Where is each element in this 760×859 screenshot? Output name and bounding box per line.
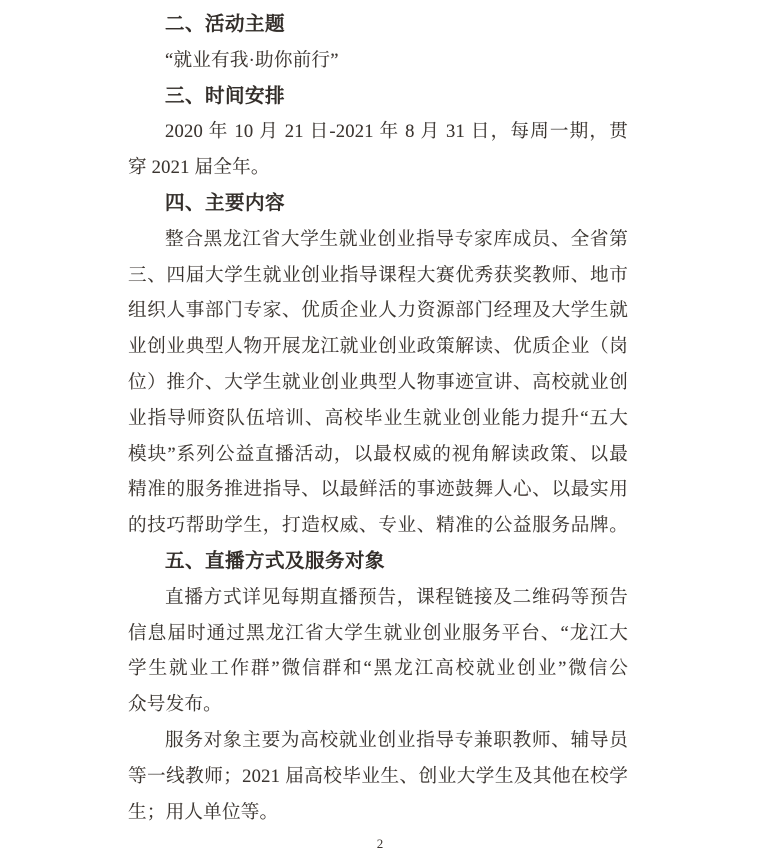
section-heading-schedule: 三、时间安排 bbox=[165, 84, 286, 107]
page-number: 2 bbox=[376, 836, 384, 851]
text-line: 组织人事部门专家、优质企业人力资源部门经理及大学生就 bbox=[128, 300, 628, 322]
text-line: 业指导师资队伍培训、高校毕业生就业创业能力提升“五大 bbox=[128, 407, 628, 429]
section-heading-main-content: 四、主要内容 bbox=[165, 191, 286, 214]
text-line: 的技巧帮助学生，打造权威、专业、精准的公益服务品牌。 bbox=[128, 515, 628, 537]
text-line: 模块”系列公益直播活动，以最权威的视角解读政策、以最 bbox=[128, 443, 628, 465]
text-line: 精准的服务推进指导、以最鲜活的事迹鼓舞人心、以最实用 bbox=[128, 479, 628, 501]
text-line: 2020 年 10 月 21 日-2021 年 8 月 31 日，每周一期，贯 bbox=[165, 121, 628, 143]
document-content bbox=[128, 7, 628, 830]
text-line: 整合黑龙江省大学生就业创业指导专家库成员、全省第 bbox=[165, 228, 628, 250]
text-line: “就业有我·助你前行” bbox=[165, 49, 339, 71]
text-line: 服务对象主要为高校就业创业指导专兼职教师、辅导员 bbox=[165, 729, 628, 751]
text-line: 等一线教师；2021 届高校毕业生、创业大学生及其他在校学 bbox=[128, 765, 628, 787]
section-heading-activity-theme: 二、活动主题 bbox=[165, 13, 286, 35]
text-line: 生；用人单位等。 bbox=[128, 801, 279, 823]
text-line: 学生就业工作群”微信群和“黑龙江高校就业创业”微信公 bbox=[128, 658, 628, 680]
text-line: 众号发布。 bbox=[128, 694, 222, 716]
text-line: 业创业典型人物开展龙江就业创业政策解读、优质企业（岗 bbox=[128, 336, 628, 358]
text-line: 信息届时通过黑龙江省大学生就业创业服务平台、“龙江大 bbox=[128, 622, 628, 644]
text-line: 位）推介、大学生就业创业典型人物事迹宣讲、高校就业创 bbox=[128, 371, 628, 393]
text-line: 直播方式详见每期直播预告，课程链接及二维码等预告 bbox=[165, 586, 628, 608]
text-line: 穿 2021 届全年。 bbox=[128, 157, 270, 179]
section-heading-broadcast-method: 五、直播方式及服务对象 bbox=[165, 549, 386, 572]
text-line: 三、四届大学生就业创业指导课程大赛优秀获奖教师、地市 bbox=[128, 264, 628, 286]
